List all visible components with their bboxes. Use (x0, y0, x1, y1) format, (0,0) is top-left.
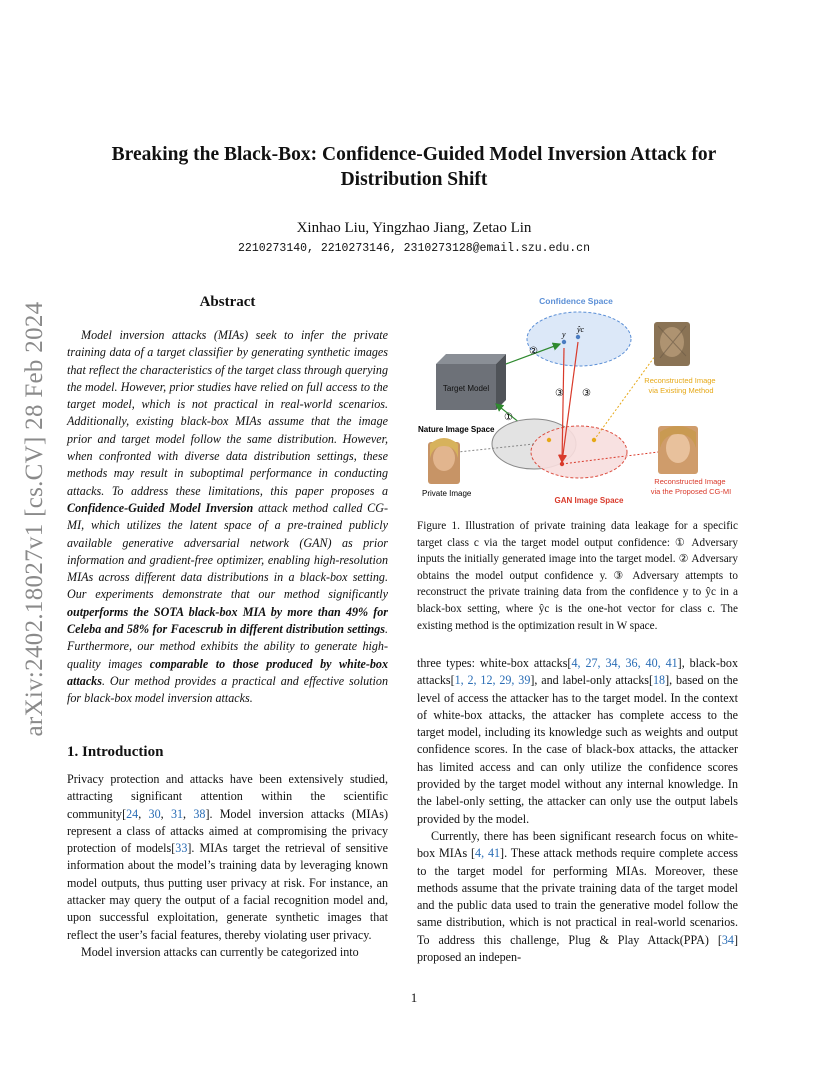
figure-1 (414, 292, 742, 510)
marker-3b: ③ (582, 388, 591, 399)
intro-paragraph-2: Model inversion attacks can currently be categorized into (81, 944, 359, 959)
citation-link[interactable]: 30 (148, 806, 161, 821)
section-heading-introduction: 1. Introduction (67, 744, 164, 760)
paper-title: Breaking the Black-Box: Confidence-Guided Model Inversion Attack for Distribution Shift (111, 144, 717, 190)
private-image (428, 438, 460, 484)
abstract-text-4: . Furthermore, our method exhibits the ability to generate high-quality images (67, 622, 388, 671)
page-number: 1 (410, 990, 418, 1005)
arxiv-identifier-text: arXiv:2402.18027v1 [cs.CV] 28 Feb 2024 (21, 301, 48, 737)
abstract-text-5: . Our method provides a practical and effective solution for black-box model inversion attacks. (67, 673, 388, 706)
recon-existing-line-1: Reconstructed Image (644, 376, 716, 385)
target-model-top (436, 354, 506, 364)
recon-proposed-line-1: Reconstructed Image (654, 477, 726, 486)
figure-1-caption (417, 518, 738, 634)
reconstructed-proposed-image (658, 426, 698, 474)
citation-link[interactable]: 33 (175, 841, 188, 856)
citation-link[interactable]: 24 (126, 806, 139, 821)
citation-link[interactable]: 18 (653, 673, 666, 688)
label-yc: ŷc (577, 325, 585, 334)
label-private-image: Private Image (422, 489, 472, 498)
gan-point-1 (547, 438, 551, 442)
marker-2: ② (529, 346, 538, 357)
abstract-text-2: However, prior studies have relied on full access to the target model, which is not practical in real-world scenarios. Additionally, existing black-box MIAs assume that the image prior and target model follow the same distribution. However, when confronted with diverse data distribution settings, these methods may result in suboptimal performance in conducting attacks. To address these limitations, this paper proposes a (67, 379, 388, 498)
paper-authors: Xinhao Liu, Yingzhao Jiang, Zetao Lin (296, 220, 532, 236)
label-nature-image-space: Nature Image Space (418, 425, 495, 434)
label-y: y (562, 330, 566, 339)
confidence-space-ellipse (527, 312, 631, 366)
connector-existing (594, 352, 658, 440)
marker-3a: ③ (555, 388, 564, 399)
label-recon-existing (644, 376, 717, 395)
label-target-model: Target Model (442, 384, 490, 393)
citation-link[interactable]: 4, 41 (475, 846, 501, 861)
label-confidence-space: Confidence Space (539, 296, 613, 306)
citation-link[interactable]: 1, 2, 12, 29, 39 (454, 673, 531, 688)
abstract-text-3: attack method called CG-MI, which utilizes the latent space of a pre-trained publicly available generative adversarial network (GAN) as prior information and gradient-free optimizer, enabling high-resolution MIAs across different data distributions in a black-box setting. Our experiments demonstrate that our method significantly (67, 500, 388, 602)
citation-link[interactable]: 34 (721, 932, 734, 947)
author-emails: 2210273140, 2210273146, 2310273128@email.szu.edu.cn (238, 242, 590, 255)
caption-text: Figure 1. Illustration of private training data leakage for a specific target class c via the target model output confidence: ① Adversary inputs the initially generated image into the target model. ② Adversary obtains the model output confidence y. ③ Adversary attempts to reconstruct the private training data from the confidence y to ŷc in a black-box setting, where ŷc is the one-hot vector for class c. The existing method is the optimization result in W space. (417, 520, 738, 632)
citation-link[interactable]: 4, 27, 34, 36, 40, 41 (571, 656, 678, 670)
abstract-text-1: Model inversion attacks (MIAs) seek to infer the private training data of a target classifier by generating synthetic images that reflect the characteristics of the target class through querying the model. (67, 328, 388, 394)
marker-1: ① (504, 412, 513, 423)
citation-link[interactable]: 38 (193, 806, 206, 821)
abstract-heading: Abstract (199, 294, 256, 310)
yc-point (576, 335, 580, 339)
gan-image-space-ellipse (531, 426, 627, 478)
intro-paragraph-1: Privacy protection and attacks have been extensively studied, attracting significant attention within the scientific community[24, 30, 31, 38]. Model inversion attacks (MIAs) represent a class of attacks aimed at compromising the privacy protection of models[33]. MIAs target the retrieval of sensitive information about the model’s training data by leveraging known model outputs, thus putting user privacy at risk. For instance, an attacker may query the output of a facial recognition model and, upon successful exploitation, generate synthetic images that reflect the user’s facial features, thereby violating user privacy. (67, 772, 389, 942)
abstract-bold-result-1: outperforms the SOTA black-box MIA by more than 49% for Celeba and 58% for Facescrub in different distribution settings (67, 604, 388, 637)
introduction-body (67, 771, 388, 961)
recon-proposed-line-2: via the Proposed CG-MI (650, 487, 732, 496)
abstract-body (67, 327, 388, 708)
y-point (562, 340, 566, 344)
arxiv-identifier (18, 284, 52, 754)
right-paragraph-1: three types: white-box attacks[4, 27, 34, 36, 40, 41], black-box attacks[1, 2, 12, 29, 39], and label-only attacks[18], based on the level of access the attacker has to the target model. In the context of white-box attacks, the attacker has complete access to the target model, including its knowledge such as weights and output confidence scores. In the case of black-box attacks, the attacker has limited access and can only utilize the confidence scores provided by the target model without any internal knowledge. In the label-only setting, the attacker can only use the output labels provided by the model. (417, 656, 739, 826)
label-recon-proposed (651, 477, 731, 496)
label-gan-image-space: GAN Image Space (554, 496, 624, 505)
right-paragraph-2: Currently, there has been significant research focus on white-box MIAs [4, 41]. These attack methods require complete access to the target model for performing MIAs. Moreover, these methods assume that the private training data of the target model and the public data used to train the generative model follow the same distribution, which is not practical in real-world scenarios. To address this challenge, Plug & Play Attack(PPA) [34] proposed an indepen- (417, 828, 739, 965)
recon-existing-line-2: via Existing Method (648, 386, 714, 395)
right-column-body (417, 655, 738, 966)
reconstructed-existing-image (654, 322, 690, 366)
figure-1-diagram (414, 292, 742, 510)
citation-link[interactable]: 31 (170, 806, 184, 821)
abstract-bold-result-2: comparable to those produced by white-box attacks (67, 656, 388, 688)
abstract-method-name: Confidence-Guided Model Inversion (67, 500, 254, 515)
